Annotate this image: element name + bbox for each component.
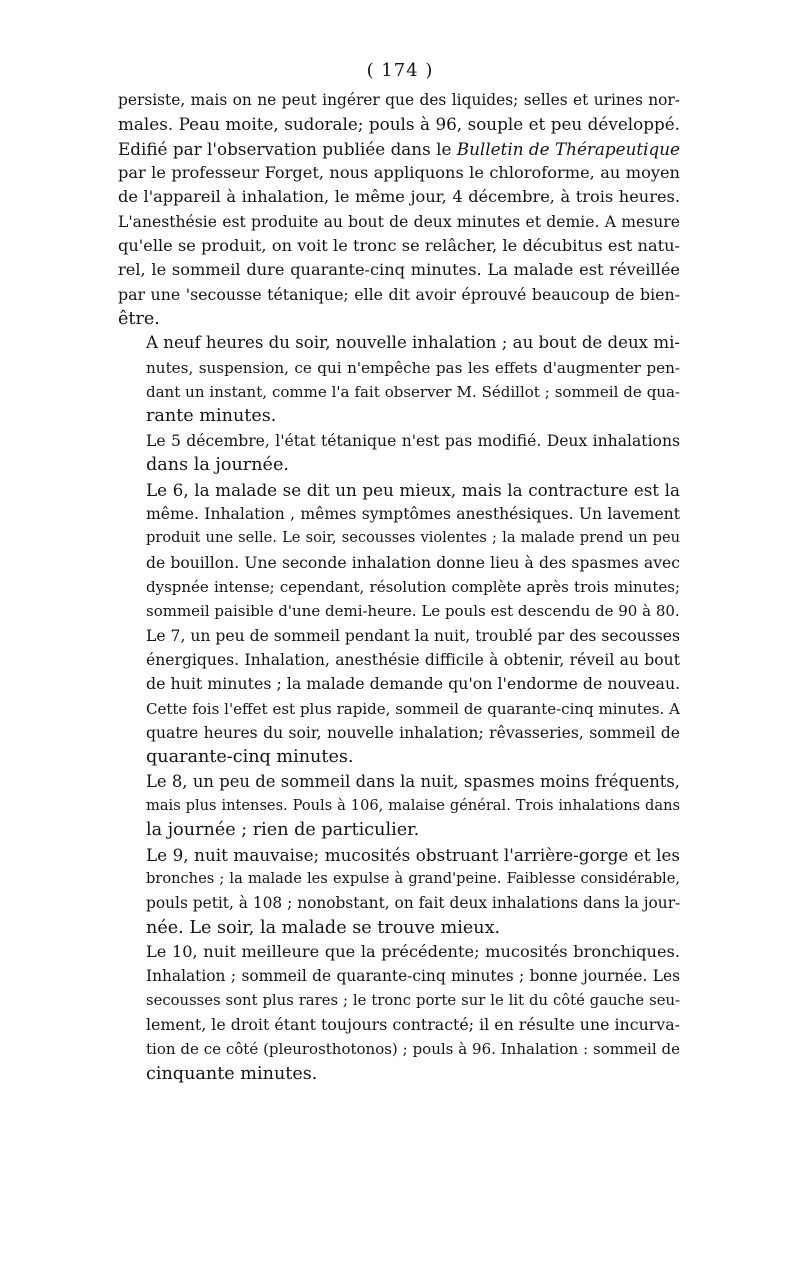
text-line: persiste, mais on ne peut ingérer que des liquides; selles et urines nor-	[118, 91, 680, 109]
text-line: dant un instant, comme l'a fait observer M. Sédillot ; sommeil de qua-	[146, 383, 680, 402]
paragraph	[118, 331, 680, 428]
text-line: quatre heures du soir, nouvelle inhalation; rêvasseries, sommeil de	[146, 723, 680, 742]
text-line: Cette fois l'effet est plus rapide, sommeil de quarante-cinq minutes. A	[146, 699, 680, 718]
text-line: Le 6, la malade se dit un peu mieux, mais la contracture est la	[146, 479, 680, 500]
page-number: ( 174 )	[366, 60, 434, 81]
text-line: la journée ; rien de particulier.	[146, 820, 420, 841]
text-line: cinquante minutes.	[146, 1063, 318, 1084]
text-line: par une 'secousse tétanique; elle dit avoir éprouvé beaucoup de bien-	[118, 284, 680, 304]
text-line: rel, le sommeil dure quarante-cinq minutes. La malade est réveillée	[118, 260, 680, 280]
paragraph	[118, 770, 680, 843]
text-line: produit une selle. Le soir, secousses violentes ; la malade prend un peu	[146, 529, 680, 547]
text-line: bronches ; la malade les expulse à grand'peine. Faiblesse considérable,	[146, 870, 680, 887]
text-line: sommeil paisible d'une demi-heure. Le pouls est descendu de 90 à 80.	[146, 602, 680, 621]
text-line: de l'appareil à inhalation, le même jour, 4 décembre, à trois heures.	[118, 187, 680, 207]
text-line: tion de ce côté (pleurosthotonos) ; pouls à 96. Inhalation : sommeil de	[146, 1040, 680, 1059]
paragraph	[118, 88, 680, 331]
text-line: Le 9, nuit mauvaise; mucosités obstruant l'arrière-gorge et les	[146, 844, 680, 865]
text-line: née. Le soir, la malade se trouve mieux.	[146, 917, 501, 938]
text-line: Le 7, un peu de sommeil pendant la nuit, troublé par des secousses	[146, 626, 681, 645]
text-line: énergiques. Inhalation, anesthésie difficile à obtenir, réveil au bout	[146, 650, 680, 669]
text-line: Edifié par l'observation publiée dans le Bulletin de Thérapeutique	[118, 138, 680, 159]
text-line: males. Peau moite, sudorale; pouls à 96, souple et peu développé.	[118, 114, 680, 135]
paragraph	[118, 843, 680, 940]
text-line: même. Inhalation , mêmes symptômes anesthésiques. Un lavement	[146, 504, 680, 523]
text-line: secousses sont plus rares ; le tronc porte sur le lit du côté gauche seu-	[146, 991, 680, 1009]
text-line: dyspnée intense; cependant, résolution complète après trois minutes;	[146, 577, 680, 596]
journal-title: Bulletin de Thérapeutique	[456, 138, 680, 159]
text-line: Le 5 décembre, l'état tétanique n'est pas modifié. Deux inhalations	[146, 431, 680, 450]
text-line: dans la journée.	[146, 455, 289, 476]
text-line: L'anesthésie est produite au bout de deux minutes et demie. A mesure	[118, 212, 680, 231]
text-line: de bouillon. Une seconde inhalation donne lieu à des spasmes avec	[146, 553, 680, 572]
text-line: quarante-cinq minutes.	[146, 747, 354, 768]
text-line: par le professeur Forget, nous appliquons le chloroforme, au moyen	[118, 163, 680, 183]
text-line: nutes, suspension, ce qui n'empêche pas les effets d'augmenter pen-	[146, 358, 680, 377]
body-text	[118, 88, 680, 1086]
text-line: de huit minutes ; la malade demande qu'on l'endorme de nouveau.	[146, 674, 681, 694]
text-line: mais plus intenses. Pouls à 106, malaise général. Trois inhalations dans	[146, 796, 680, 814]
paragraph	[118, 429, 680, 478]
text-line: qu'elle se produit, on voit le tronc se relâcher, le décubitus est natu-	[118, 236, 680, 256]
text-line: A neuf heures du soir, nouvelle inhalation ; au bout de deux mi-	[146, 333, 680, 353]
text-line: pouls petit, à 108 ; nonobstant, on fait deux inhalations dans la jour-	[146, 894, 681, 913]
text-line: Le 10, nuit meilleure que la précédente; mucosités bronchiques.	[146, 942, 680, 962]
paragraph	[118, 940, 680, 1086]
text-line: rante minutes.	[146, 406, 277, 427]
text-line: Le 8, un peu de sommeil dans la nuit, spasmes moins fréquents,	[146, 771, 680, 791]
text-line: être.	[118, 309, 160, 330]
text-line: Inhalation ; sommeil de quarante-cinq minutes ; bonne journée. Les	[146, 967, 680, 986]
text-line: lement, le droit étant toujours contracté; il en résulte une incurva-	[146, 1015, 680, 1035]
paragraph	[118, 624, 680, 770]
paragraph	[118, 478, 680, 624]
